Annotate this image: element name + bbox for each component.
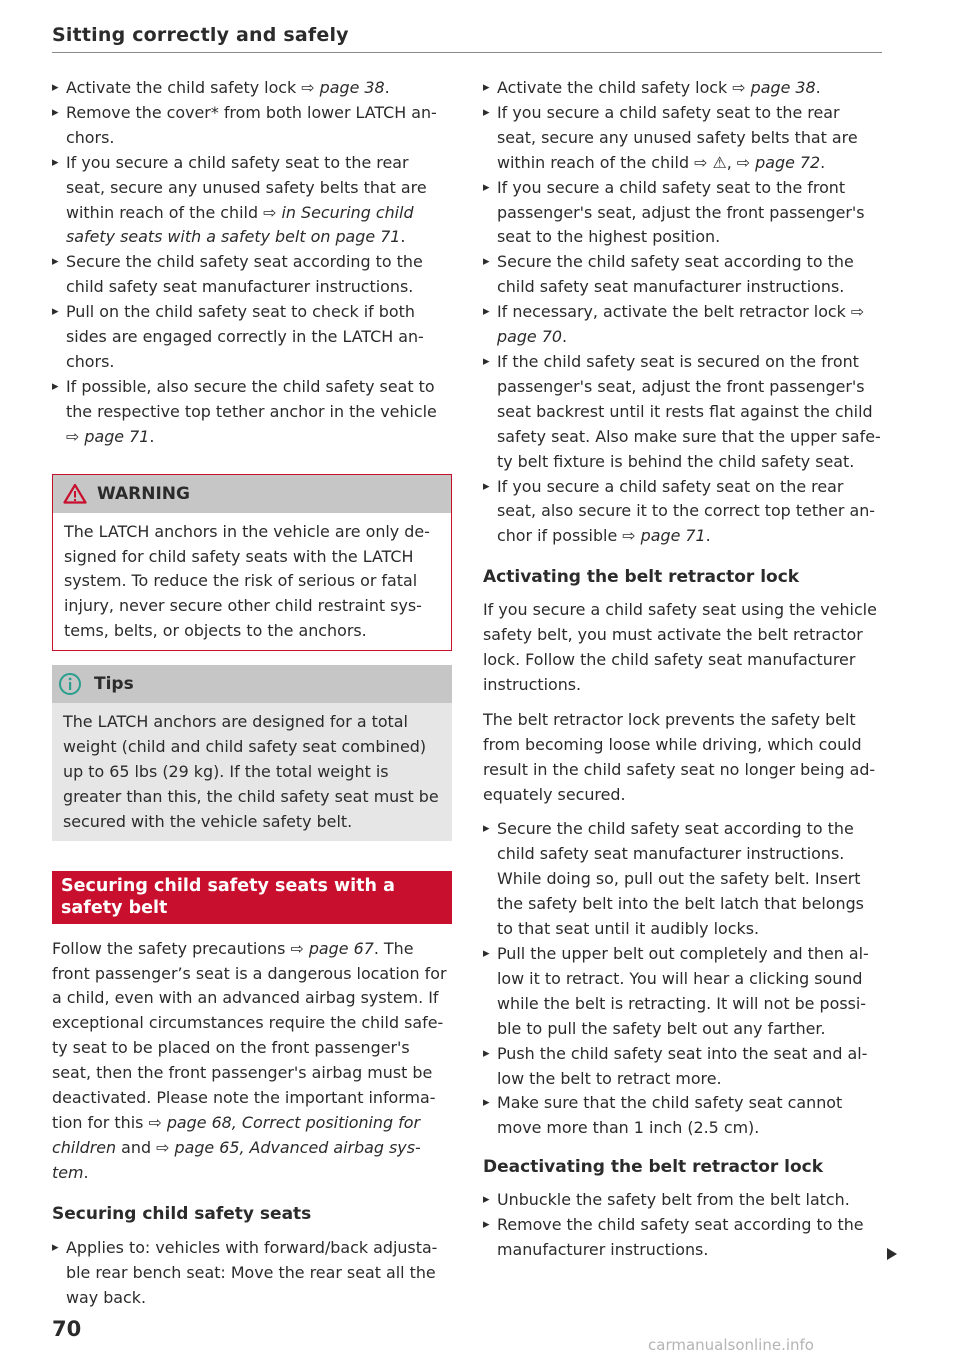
list-item: ▸ Push the child safety seat into the seat and al-low the belt to retract more. — [483, 1042, 883, 1092]
info-icon — [58, 672, 82, 696]
page-link[interactable]: in Securing child safety seats with a safety belt on page 71 — [66, 202, 414, 247]
list-item: ▸ Secure the child safety seat according to the child safety seat manufacturer instructions. While doing so, pull out the safety belt. Insert the safety belt into the belt latch that belongs to that seat until it audibly locks. — [483, 817, 883, 942]
page-link[interactable]: page 38 — [750, 78, 816, 97]
warning-title: WARNING — [97, 483, 190, 504]
heading-deactivating: Deactivating the belt retractor lock — [483, 1157, 824, 1178]
page-link[interactable]: page 72 — [755, 152, 821, 172]
left-column — [52, 76, 452, 1310]
tips-text: The LATCH anchors are designed for a total weight (child and child safety seat combined) up to 65 lbs (29 kg). If the total weight is greater than this, the child safety seat must be secured with the vehicle safety belt. — [63, 712, 439, 831]
left-step-list — [52, 76, 452, 450]
subheading: Securing child safety seats — [52, 1203, 312, 1224]
list-item: ▸ If you secure a child safety seat to the front passenger's seat, adjust the front passenger's seat to the highest position. — [483, 176, 883, 251]
right-step-list-3 — [483, 1188, 883, 1263]
right-step-list — [483, 76, 883, 549]
list-item: ▸ If you secure a child safety seat to the rear seat, secure any unused safety belts that are within reach of the child ⇨ in Securing child safety seats with a safety belt on page 71. — [52, 151, 452, 251]
list-item: ▸ If necessary, activate the belt retractor lock ⇨ page 70. — [483, 300, 883, 350]
list-item: ▸ If you secure a child safety seat to the rear seat, secure any unused safety belts that are within reach of the child ⇨ ⚠, ⇨ page 72. — [483, 101, 883, 176]
page-header — [52, 24, 882, 53]
list-item: ▸ Make sure that the child safety seat cannot move more than 1 inch (2.5 cm). — [483, 1091, 883, 1141]
tips-title: Tips — [94, 674, 134, 695]
page-link[interactable]: page 67 — [308, 938, 374, 958]
warning-text: The LATCH anchors in the vehicle are only de-signed for child safety seats with the LATCH system. To reduce the risk of serious or fatal injury, never secure other child restraint sys-tems, belts, or objects to the anchors. — [64, 521, 430, 641]
right-step-list-2 — [483, 817, 883, 1141]
page-link[interactable]: page 70 — [497, 327, 562, 347]
tips-header — [52, 665, 452, 703]
list-item: ▸ Secure the child safety seat according to the child safety seat manufacturer instructions. — [483, 250, 883, 300]
page-link[interactable]: page 71 — [84, 426, 150, 446]
list-item: ▸ Remove the child safety seat according to the manufacturer instructions. — [483, 1213, 883, 1263]
heading-activating: Activating the belt retractor lock — [483, 567, 800, 588]
section-title: Securing child safety seats with a safety belt — [52, 871, 452, 924]
page-link[interactable]: page 68, Correct positioning for children — [52, 1113, 420, 1157]
list-item: ▸ Applies to: vehicles with forward/back adjusta-ble rear bench seat: Move the rear seat all the way back. — [52, 1236, 452, 1311]
list-item: ▸ Activate the child safety lock ⇨ page 38. — [52, 76, 452, 101]
warning-header — [53, 475, 451, 513]
list-item: ▸ Pull the upper belt out completely and then al-low it to retract. You will hear a clicking sound while the belt is retracting. It will not be possi-ble to pull the safety belt out any farther. — [483, 942, 883, 1042]
page-header-title: Sitting correctly and safely — [52, 24, 349, 46]
list-item: ▸ If possible, also secure the child safety seat to the respective top tether anchor in the vehicle ⇨ page 71. — [52, 375, 452, 450]
page-link[interactable]: page 71 — [640, 526, 706, 546]
list-item: ▸ Secure the child safety seat according to the child safety seat manufacturer instructions. — [52, 250, 452, 300]
list-item: ▸ If you secure a child safety seat on the rear seat, also secure it to the correct top tether an-chor if possible ⇨ page 71. — [483, 475, 883, 550]
watermark: carmanualsonline.info — [648, 1336, 814, 1354]
list-item: ▸ If the child safety seat is secured on the front passenger's seat, adjust the front passenger's seat backrest until it rests flat against the child safety seat. Also make sure that the upper safe-ty belt fixture is behind the child safety seat. — [483, 350, 883, 475]
list-item: ▸ Remove the cover* from both lower LATCH an-chors. — [52, 101, 452, 151]
continue-arrow-icon — [886, 1247, 898, 1261]
paragraph: The belt retractor lock prevents the safety belt from becoming loose while driving, which could result in the child safety seat no longer being ad-equately secured. — [483, 709, 876, 804]
intro-paragraph: Follow the safety precautions ⇨ page 67. The front passenger’s seat is a dangerous location for a child, even with an advanced airbag system. If exceptional circumstances require the child safe-ty seat to be placed on the front passenger's seat, then the front passenger's airbag must be deactivated. Please note the important informa-tion for this ⇨ page 68, Correct positioning for children and ⇨ page 65, Advanced airbag sys-tem. — [52, 938, 447, 1182]
tips-box — [52, 665, 452, 841]
list-item: ▸ Activate the child safety lock ⇨ page 38. — [483, 76, 883, 101]
page-link[interactable]: page 65, Advanced airbag sys-tem — [52, 1137, 421, 1182]
right-column — [483, 76, 883, 1263]
list-item: ▸ Pull on the child safety seat to check if both sides are engaged correctly in the LATCH an-chors. — [52, 300, 452, 375]
page-link[interactable]: page 38 — [319, 78, 385, 97]
warning-triangle-icon — [63, 483, 87, 504]
warning-box — [52, 474, 452, 652]
paragraph: If you secure a child safety seat using the vehicle safety belt, you must activate the belt retractor lock. Follow the child safety seat manufacturer instructions. — [483, 600, 877, 694]
list-item: ▸ Unbuckle the safety belt from the belt latch. — [483, 1188, 883, 1213]
left-step-list-2 — [52, 1236, 452, 1311]
page-number: 70 — [52, 1317, 82, 1341]
